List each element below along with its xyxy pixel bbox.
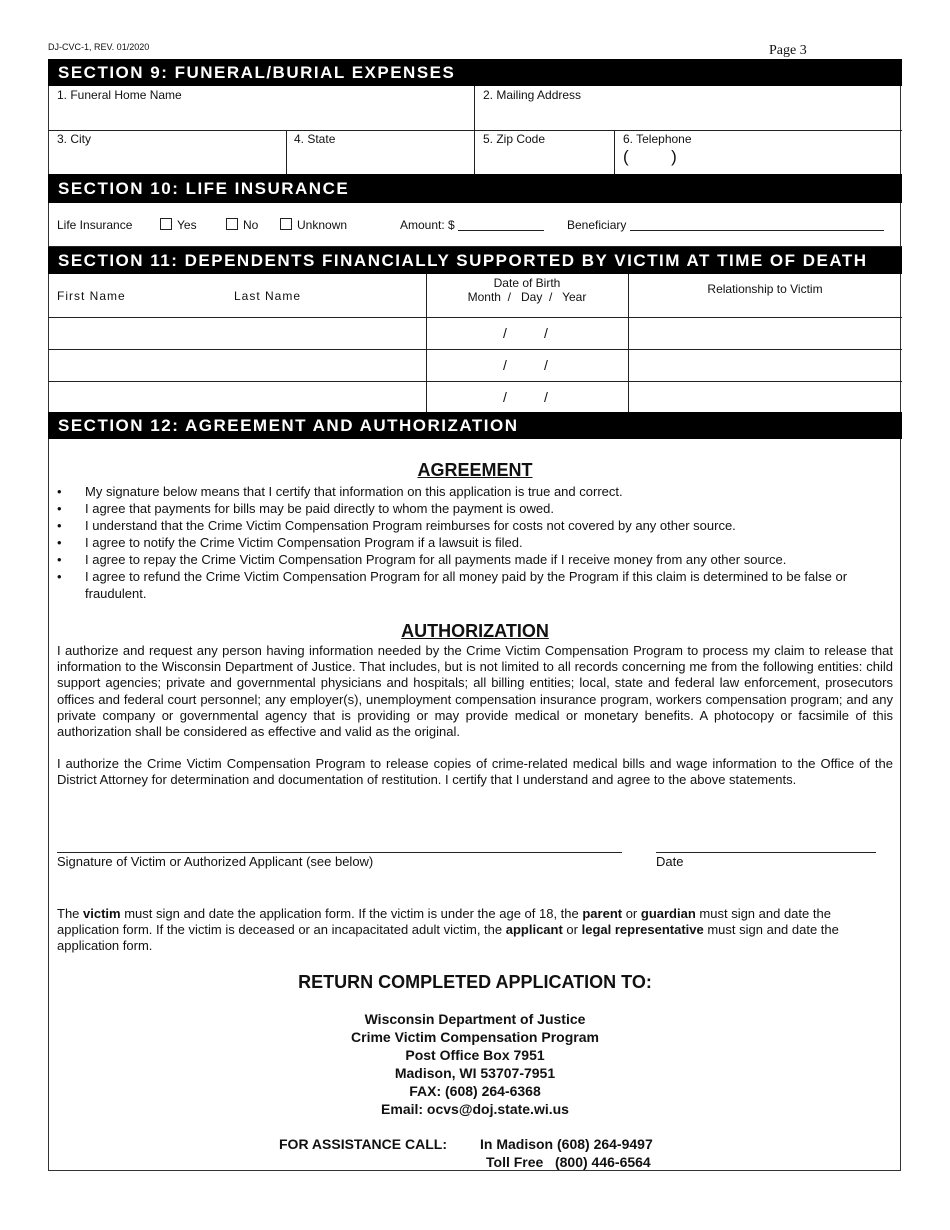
mailing-address-field[interactable]: 2. Mailing Address (483, 88, 582, 102)
divider (614, 130, 615, 174)
agreement-heading: AGREEMENT (417, 460, 533, 480)
dob-parts-header: Month / Day / Year (467, 290, 587, 304)
list-item: • I understand that the Crime Victim Compensation Program reimburses for costs not covered by any other source. (57, 517, 897, 534)
life-insurance-label: Life Insurance (57, 218, 133, 232)
date-slash: / (503, 389, 507, 405)
yes-checkbox[interactable]: Yes (160, 218, 197, 232)
address-line: Crime Victim Compensation Program (351, 1029, 599, 1045)
form-reference: DJ-CVC-1, REV. 01/2020 (48, 42, 150, 52)
divider (48, 317, 902, 318)
fax-line: FAX: (608) 264-6368 (409, 1083, 541, 1099)
funeral-home-name-field[interactable]: 1. Funeral Home Name (57, 88, 182, 102)
authorization-paragraph: I authorize and request any person having information needed by the Crime Victim Compensation Program to process my claim to release that information to the Wisconsin Department of Justice. That includes, but is not limited to all records concerning me from the following entities: child support agencies; private and governmental physicians and hospitals; all billing entities; local, state and federal law enforcement, prosecutors offices and federal court personnel; any employer(s), unemployment compensation insurance program, workers compensation program; and any private company or governmental agency that is providing or may provide medical or monetary benefits. A photocopy or facsimile of this authorization shall be considered as effective and valid as the original. (57, 643, 893, 740)
page-number: Page 3 (769, 43, 807, 58)
amount-line (458, 218, 544, 231)
toll-free-phone: Toll Free (800) 446-6564 (486, 1154, 651, 1170)
authorization-paragraph: I authorize the Crime Victim Compensation Program to release copies of crime-related medical bills and wage information to the Office of the District Attorney for determination and documentation of restitution. I certify that I understand and agree to the above statements. (57, 756, 893, 788)
zip-code-field[interactable]: 5. Zip Code (483, 132, 546, 146)
beneficiary-field[interactable]: Beneficiary (567, 218, 884, 232)
last-name-header: Last Name (234, 289, 302, 303)
agreement-list (57, 483, 897, 602)
dob-header: Date of Birth (493, 276, 561, 290)
section-9-header: SECTION 9: FUNERAL/BURIAL EXPENSES (48, 59, 902, 86)
date-slash: / (544, 389, 548, 405)
address-line: Wisconsin Department of Justice (364, 1011, 586, 1027)
first-name-header: First Name (57, 289, 126, 303)
amount-field[interactable]: Amount: $ (400, 218, 544, 232)
list-item: • I agree to notify the Crime Victim Compensation Program if a lawsuit is filed. (57, 534, 897, 551)
city-field[interactable]: 3. City (57, 132, 92, 146)
date-slash: / (544, 325, 548, 341)
signature-line[interactable] (57, 852, 622, 853)
section-10-header: SECTION 10: LIFE INSURANCE (48, 174, 902, 203)
date-slash: / (503, 325, 507, 341)
section-11-header: SECTION 11: DEPENDENTS FINANCIALLY SUPPORTED BY VICTIM AT TIME OF DEATH (48, 247, 902, 274)
list-item: • I agree to refund the Crime Victim Compensation Program for all money paid by the Program if this claim is determined to be false or fraudulent. (57, 568, 897, 602)
return-heading: RETURN COMPLETED APPLICATION TO: (298, 972, 652, 992)
date-line[interactable] (656, 852, 876, 853)
list-item: • My signature below means that I certify that information on this application is true and correct. (57, 483, 897, 500)
madison-phone: In Madison (608) 264-9497 (480, 1136, 653, 1152)
assistance-label: FOR ASSISTANCE CALL: (279, 1136, 447, 1152)
address-line: Post Office Box 7951 (405, 1047, 545, 1063)
checkbox-box (160, 218, 172, 230)
divider (48, 349, 902, 350)
date-slash: / (544, 357, 548, 373)
date-slash: / (503, 357, 507, 373)
email-line: Email: ocvs@doj.state.wi.us (381, 1101, 569, 1117)
relationship-header: Relationship to Victim (707, 282, 823, 296)
signing-instructions: The victim must sign and date the application form. If the victim is under the age of 18, the parent or guardian must sign and date the application form. If the victim is deceased or an incapacitated adult victim, the applicant or legal representative must sign and date the application form. (57, 906, 839, 954)
divider (48, 130, 902, 131)
signature-label: Signature of Victim or Authorized Applicant (see below) (57, 854, 374, 869)
state-field[interactable]: 4. State (294, 132, 336, 146)
unknown-checkbox[interactable]: Unknown (280, 218, 347, 232)
divider (286, 130, 287, 174)
divider (48, 381, 902, 382)
no-checkbox[interactable]: No (226, 218, 258, 232)
list-item: • I agree that payments for bills may be paid directly to whom the payment is owed. (57, 500, 897, 517)
list-item: • I agree to repay the Crime Victim Compensation Program for all payments made if I receive money from any other source. (57, 551, 897, 568)
telephone-field[interactable]: 6. Telephone (623, 132, 692, 146)
telephone-area-code: ( ) (623, 147, 677, 166)
date-label: Date (656, 854, 684, 869)
beneficiary-line (630, 218, 884, 231)
checkbox-box (280, 218, 292, 230)
authorization-heading: AUTHORIZATION (401, 621, 549, 641)
address-line: Madison, WI 53707-7951 (394, 1065, 556, 1081)
checkbox-box (226, 218, 238, 230)
section-12-header: SECTION 12: AGREEMENT AND AUTHORIZATION (48, 412, 902, 439)
